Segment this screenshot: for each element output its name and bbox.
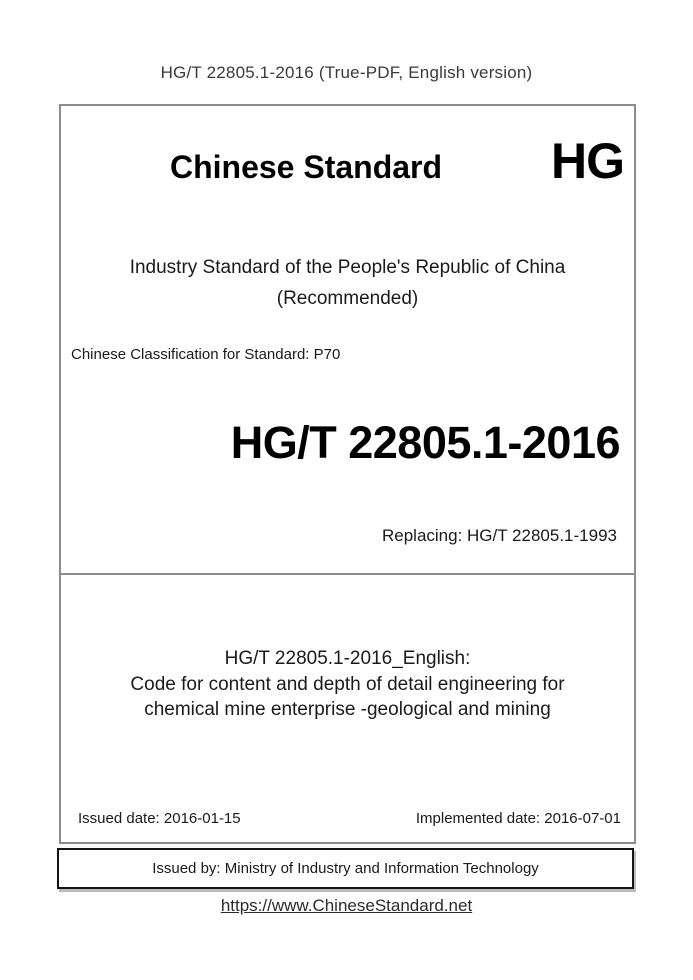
issued-by-label: Issued by: Ministry of Industry and Information Technology <box>152 860 539 877</box>
cover-box <box>59 104 636 844</box>
issued-date-label: Issued date: 2016-01-15 <box>78 810 241 827</box>
hg-logo: HG <box>551 133 624 189</box>
subtitle-line-2: (Recommended) <box>276 288 419 309</box>
standard-number: HG/T 22805.1-2016 <box>230 417 620 468</box>
english-title-line-2: Code for content and depth of detail engineering for <box>130 673 565 695</box>
subtitle-line-1: Industry Standard of the People's Republic of China <box>129 257 566 278</box>
dates-row <box>78 810 621 827</box>
document-header-title: HG/T 22805.1-2016 (True-PDF, English version) <box>160 63 533 82</box>
section-divider <box>61 573 634 575</box>
brand-row <box>61 133 634 189</box>
english-title-block <box>61 646 634 723</box>
english-title-line-1: HG/T 22805.1-2016_English: <box>224 648 471 669</box>
issuer-box <box>57 848 634 889</box>
replacing-label: Replacing: HG/T 22805.1-1993 <box>381 526 617 545</box>
classification-label: Chinese Classification for Standard: P70 <box>71 346 341 363</box>
brand-title: Chinese Standard <box>169 149 443 185</box>
website-link[interactable]: https://www.ChineseStandard.net <box>220 896 473 915</box>
standard-subtitle <box>61 252 634 314</box>
english-title-line-3: chemical mine enterprise -geological and mining <box>144 699 551 720</box>
footer <box>0 896 693 916</box>
implemented-date-label: Implemented date: 2016-07-01 <box>415 810 621 827</box>
